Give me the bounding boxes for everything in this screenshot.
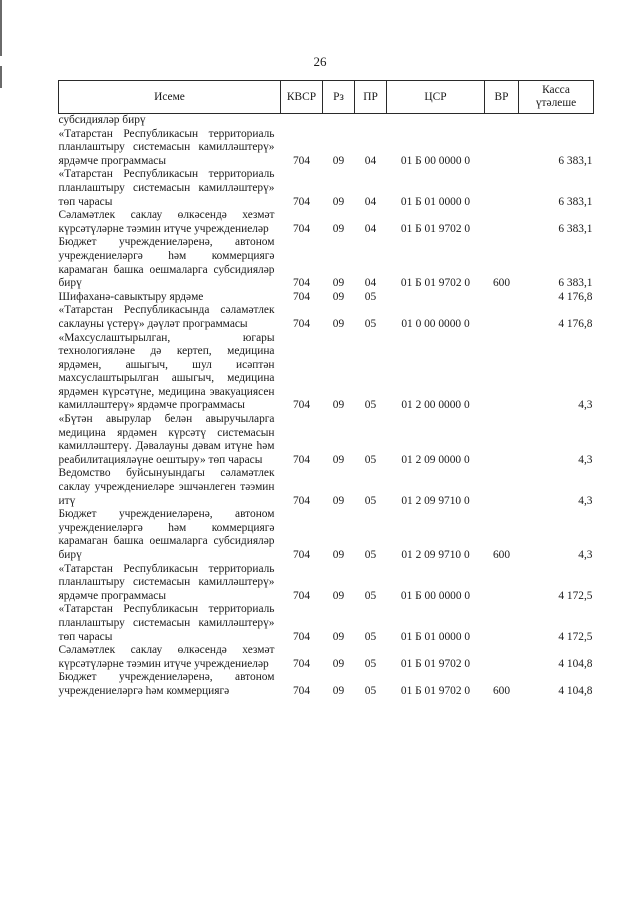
table-row [59,467,594,508]
cell-kvsr: 704 [292,657,311,670]
cell-csr: 01 Б 01 0000 0 [400,630,471,643]
cell-kvsr: 704 [292,589,311,602]
cell-name: «Бүтән авырулар белән авыручыларга медицина ярдәмен күрсәтү системасын камилләштерү. Дәвалауны дәвам итүне һәм реабилитацияләүне оештыру» төп чарасы [58,413,275,466]
cell-rz: 09 [332,494,345,507]
cell-amount: 6 383,1 [558,222,593,235]
cell-amount [519,114,594,128]
cell-kvsr: 704 [292,630,311,643]
cell-amount: 4,3 [578,494,593,507]
cell-amount: 4 172,5 [558,589,593,602]
cell-vr [485,603,519,644]
cell-name: Сәламәтлек саклау өлкәсендә хезмәт күрсәтүләрне тәэмин итүче учреждениеләр [58,644,275,670]
cell-amount: 4 104,8 [558,684,593,697]
cell-rz: 09 [332,399,345,412]
header-name: Исеме [59,81,281,114]
table-row [59,236,594,290]
cell-vr [485,291,519,305]
cell-kvsr: 704 [292,317,311,330]
cell-kvsr: 704 [292,154,311,167]
cell-kvsr: 704 [292,277,311,290]
cell-pr: 05 [364,589,377,602]
cell-amount: 4 176,8 [558,317,593,330]
cell-pr: 05 [364,399,377,412]
cell-amount: 4 176,8 [558,290,593,303]
cell-csr: 01 Б 01 0000 0 [400,195,471,208]
cell-kvsr: 704 [292,222,311,235]
cell-vr: 600 [492,549,511,561]
cell-rz: 09 [332,222,345,235]
cell-name: Бюджет учреждениеләренә, автоном учреждениеләргә һәм коммерциягә [58,671,275,697]
cell-pr: 04 [364,154,377,167]
cell-csr: 01 Б 00 0000 0 [400,589,471,602]
table-row [59,413,594,467]
cell-name: Сәламәтлек саклау өлкәсендә хезмәт күрсәтүләрне тәэмин итүче учреждениеләр [58,209,275,235]
cell-pr: 05 [364,684,377,697]
table-row [59,168,594,209]
header-rz: Рз [323,81,355,114]
cell-amount: 6 383,1 [558,277,593,290]
table-row [59,644,594,671]
cell-name: «Татарстан Республикасын территориаль планлаштыру системасын камилләштерү» төп чарасы [58,168,275,208]
cell-pr: 05 [364,549,377,561]
cell-vr [485,563,519,604]
cell-amount: 4,3 [578,453,593,466]
header-kvsr: КВСР [281,81,323,114]
table-row [59,563,594,604]
table-row [59,332,594,414]
cell-name: «Татарстан Республикасын территориаль планлаштыру системасын камилләштерү» ярдәмче программасы [58,562,275,602]
cell-amount: 4 172,5 [558,630,593,643]
cell-name: «Татарстан Республикасында сәламәтлек саклауны үстерү» дәүләт программасы [58,304,275,330]
page-number: 26 [313,54,327,69]
cell-csr [387,291,485,305]
cell-vr [485,114,519,128]
cell-name: Бюджет учреждениеләренә, автоном учреждениеләргә һәм коммерциягә карамаган башка оешмаларга субсидияләр бирү [58,508,275,561]
cell-csr: 01 Б 01 9702 0 [400,222,471,235]
cell-rz: 09 [332,589,345,602]
cell-csr: 01 Б 01 9702 0 [400,277,471,290]
cell-csr: 01 2 09 9710 0 [401,494,470,507]
header-pr: ПР [355,81,387,114]
cell-kvsr: 704 [292,684,311,697]
cell-rz: 09 [332,154,345,167]
cell-amount: 4,3 [578,549,593,561]
cell-vr [485,467,519,508]
cell-csr: 01 2 09 9710 0 [401,549,470,561]
table-row [59,114,594,128]
budget-table [58,80,594,699]
cell-kvsr [281,114,323,128]
cell-rz: 09 [332,277,345,290]
header-vr: ВР [485,81,519,114]
cell-kvsr: 704 [292,290,311,303]
header-csr: ЦСР [387,81,485,114]
cell-rz: 09 [332,630,345,643]
cell-csr: 01 Б 00 0000 0 [400,154,471,167]
cell-pr: 05 [364,453,377,466]
cell-amount: 4,3 [578,399,593,412]
cell-rz: 09 [332,657,345,670]
cell-rz: 09 [332,290,345,303]
cell-name: «Татарстан Республикасын территориаль планлаштыру системасын камилләштерү» төп чарасы [58,603,275,643]
cell-name: субсидияләр бирү [58,114,146,126]
cell-csr: 01 0 00 0000 0 [401,317,470,330]
cell-rz: 09 [332,684,345,697]
table-header-row [59,81,594,114]
table-row [59,304,594,331]
cell-pr: 05 [364,630,377,643]
cell-vr [485,644,519,671]
cell-kvsr: 704 [292,494,311,507]
cell-rz: 09 [332,317,345,330]
cell-pr: 05 [364,657,377,670]
table-row [59,671,594,698]
cell-vr [485,209,519,236]
cell-pr: 05 [364,317,377,330]
cell-pr: 04 [364,195,377,208]
table-row [59,508,594,562]
cell-vr: 600 [492,684,511,697]
cell-rz: 09 [332,195,345,208]
cell-vr [485,168,519,209]
cell-name: Ведомство буйсынуындагы сәламәтлек саклау учреждениеләре эшчәнлеген тәэмин итү [58,467,275,507]
cell-vr [485,332,519,414]
table-row [59,209,594,236]
margin-mark [0,0,2,56]
cell-pr [355,114,387,128]
cell-csr: 01 2 09 0000 0 [401,453,470,466]
cell-name: Бюджет учреждениеләренә, автоном учреждениеләргә һәм коммерциягә карамаган башка оешмаларга субсидияләр бирү [58,236,275,290]
cell-kvsr: 704 [292,195,311,208]
table-row [59,128,594,169]
cell-vr: 600 [492,277,511,290]
header-kassa: Касса үтәлеше [519,81,594,114]
cell-csr: 01 2 00 0000 0 [401,399,470,412]
cell-amount: 4 104,8 [558,657,593,670]
cell-name: «Татарстан Республикасын территориаль планлаштыру системасын камилләштерү» ярдәмче программасы [58,127,275,167]
cell-csr [387,114,485,128]
table-row [59,291,594,305]
cell-kvsr: 704 [292,399,311,412]
cell-pr: 05 [364,494,377,507]
cell-pr: 04 [364,222,377,235]
cell-kvsr: 704 [292,453,311,466]
cell-vr [485,304,519,331]
cell-rz: 09 [332,549,345,561]
cell-vr [485,128,519,169]
cell-csr: 01 Б 01 9702 0 [400,684,471,697]
cell-amount: 6 383,1 [558,195,593,208]
cell-rz: 09 [332,453,345,466]
table-row [59,603,594,644]
cell-pr: 05 [364,290,377,303]
cell-kvsr: 704 [292,549,311,561]
table-body [59,114,594,699]
cell-name: «Махсуслаштырылган, югары технологияләне дә кертеп, медицина ярдәмен, ашыгыч, шул исәптән махсуслаштырылган ашыгыч, медицина ярдәмен күрсәтүне, медицина эвакуациясен камилләштерү» ярдәмче программасы [58,331,275,412]
cell-pr: 04 [364,277,377,290]
cell-name: Шифаханә-савыктыру ярдәме [58,290,204,303]
cell-rz [323,114,355,128]
cell-amount: 6 383,1 [558,154,593,167]
cell-vr [485,413,519,467]
cell-csr: 01 Б 01 9702 0 [400,657,471,670]
